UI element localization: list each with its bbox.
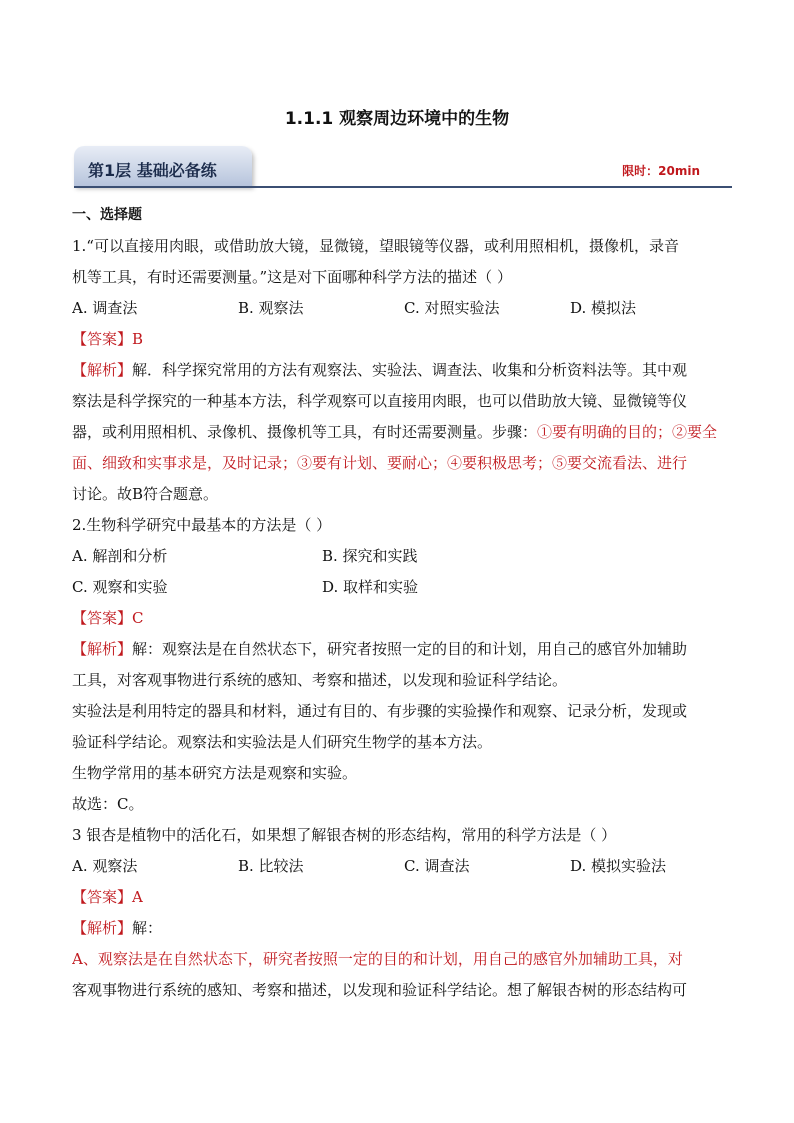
page-title: 1.1.1 观察周边环境中的生物 bbox=[284, 109, 510, 129]
q3-answer-value: A bbox=[132, 888, 143, 906]
q2-analysis-line2: 工具，对客观事物进行系统的感知、考察和描述，以发现和验证科学结论。 bbox=[72, 671, 568, 689]
q1-analysis-text1: 解．科学探究常用的方法有观察法、实验法、调查法、收集和分析资料法等。其中观 bbox=[132, 361, 688, 379]
q1-answer-value: B bbox=[132, 330, 144, 348]
q1-analysis-text3a: 器，或利用照相机、录像机、摄像机等工具，有时还需要测量。步骤： bbox=[72, 423, 538, 441]
q1-option-d: D. 模拟法 bbox=[570, 299, 637, 317]
layer-tab bbox=[74, 146, 252, 186]
q2-analysis-line5: 生物学常用的基本研究方法是观察和实验。 bbox=[72, 764, 358, 782]
q3-options bbox=[72, 851, 724, 882]
time-limit: 限时：20min bbox=[622, 164, 700, 178]
q3-answer bbox=[72, 882, 724, 913]
q3-option-b: B. 比较法 bbox=[238, 857, 304, 875]
q2-option-c: C. 观察和实验 bbox=[72, 578, 168, 596]
q1-option-b: B. 观察法 bbox=[238, 299, 304, 317]
q2-analysis-line1 bbox=[72, 634, 724, 665]
q2-options-row2 bbox=[72, 572, 724, 603]
document-body bbox=[72, 200, 724, 1006]
analysis-tag: 【解析】 bbox=[72, 919, 133, 937]
q2-analysis-text1: 解：观察法是在自然状态下，研究者按照一定的目的和计划，用自己的感官外加辅助 bbox=[132, 640, 688, 658]
answer-tag: 【答案】 bbox=[72, 609, 133, 627]
q1-analysis-line2: 察法是科学探究的一种基本方法，科学观察可以直接用肉眼，也可以借助放大镜、显微镜等仪 bbox=[72, 392, 688, 410]
q2-options-row1 bbox=[72, 541, 724, 572]
answer-tag: 【答案】 bbox=[72, 888, 133, 906]
q3-analysis-line1: A、观察法是在自然状态下，研究者按照一定的目的和计划，用自己的感官外加辅助工具，对 bbox=[72, 950, 683, 968]
q2-analysis-line3: 实验法是利用特定的器具和材料，通过有目的、有步骤的实验操作和观察、记录分析，发现或 bbox=[72, 702, 688, 720]
answer-tag: 【答案】 bbox=[72, 330, 133, 348]
q3-analysis-intro-text: 解： bbox=[132, 919, 163, 937]
q1-analysis-line5: 讨论。故B符合题意。 bbox=[72, 485, 219, 503]
q3-option-d: D. 模拟实验法 bbox=[570, 857, 667, 875]
q1-stem-line1: 1.“可以直接用肉眼，或借助放大镜，显微镜，望眼镜等仪器，或利用照相机，摄像机，录音 bbox=[72, 237, 679, 255]
q1-answer bbox=[72, 324, 724, 355]
q2-conclusion: 故选：C。 bbox=[72, 795, 144, 813]
q3-analysis-line2: 客观事物进行系统的感知、考察和描述，以发现和验证科学结论。想了解银杏树的形态结构可 bbox=[72, 981, 688, 999]
q2-option-d: D. 取样和实验 bbox=[322, 578, 419, 596]
q2-stem: 2.生物科学研究中最基本的方法是（ ） bbox=[72, 516, 332, 534]
q3-option-c: C. 调查法 bbox=[404, 857, 470, 875]
q1-analysis-line4: 面、细致和实事求是，及时记录；③要有计划、要耐心；④要积极思考；⑤要交流看法、进行 bbox=[72, 454, 688, 472]
q1-option-a: A. 调查法 bbox=[72, 299, 138, 317]
q1-analysis-text3b: ①要有明确的目的；②要全 bbox=[537, 423, 718, 441]
q2-analysis-line4: 验证科学结论。观察法和实验法是人们研究生物学的基本方法。 bbox=[72, 733, 493, 751]
q1-analysis-line3 bbox=[72, 417, 724, 448]
layer-label: 第1层 基础必备练 bbox=[88, 161, 217, 180]
q2-option-a: A. 解剖和分析 bbox=[72, 547, 168, 565]
q1-stem-line2: 机等工具，有时还需要测量。”这是对下面哪种科学方法的描述（ ） bbox=[72, 268, 512, 286]
q2-answer bbox=[72, 603, 724, 634]
header-divider bbox=[74, 186, 732, 188]
q1-option-c: C. 对照实验法 bbox=[404, 299, 500, 317]
section-heading: 一、选择题 bbox=[72, 207, 142, 223]
analysis-tag: 【解析】 bbox=[72, 640, 133, 658]
q2-answer-value: C bbox=[132, 609, 144, 627]
analysis-tag: 【解析】 bbox=[72, 361, 133, 379]
q3-stem: 3 银杏是植物中的活化石，如果想了解银杏树的形态结构，常用的科学方法是（ ） bbox=[72, 826, 617, 844]
q1-options bbox=[72, 293, 724, 324]
q3-option-a: A. 观察法 bbox=[72, 857, 138, 875]
q1-analysis-line1 bbox=[72, 355, 724, 386]
q3-analysis-intro bbox=[72, 913, 724, 944]
q2-option-b: B. 探究和实践 bbox=[322, 547, 418, 565]
